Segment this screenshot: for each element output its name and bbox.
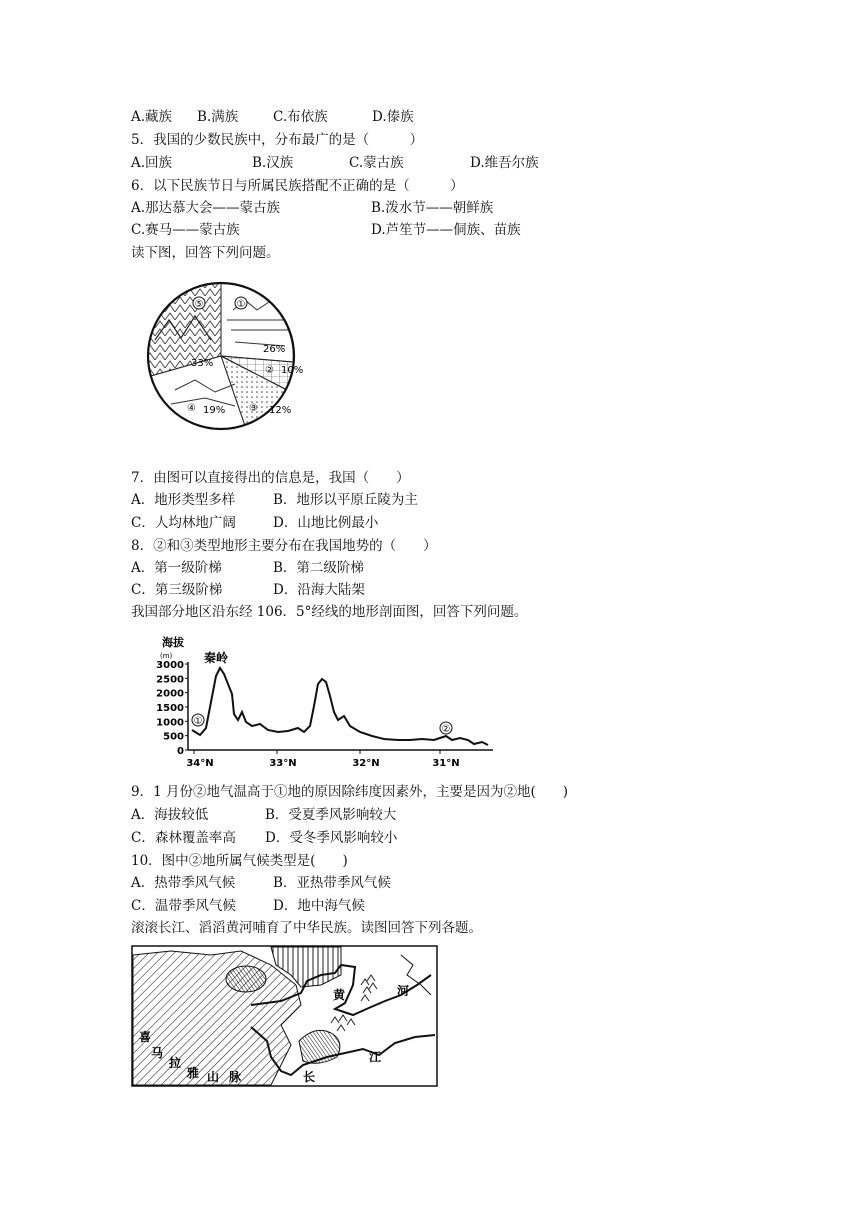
q7-stem: 7．由图可以直接得出的信息是，我国（ ） bbox=[131, 470, 410, 486]
intro-pie: 读下图，回答下列问题。 bbox=[131, 245, 280, 261]
q9-option-b[interactable]: B．受夏季风影响较大 bbox=[265, 807, 397, 823]
q10-stem: 10．图中②地所属气候类型是( ) bbox=[131, 853, 348, 869]
profile-xtick-label: 31°N bbox=[432, 758, 460, 769]
q8-option-a[interactable]: A．第一级阶梯 bbox=[131, 560, 222, 576]
q6-option-d[interactable]: D.芦笙节——侗族、苗族 bbox=[371, 222, 521, 238]
label-la: 拉 bbox=[169, 1056, 182, 1070]
profile-ylabel: 海拔 bbox=[162, 636, 184, 649]
label-mai: 脉 bbox=[229, 1070, 242, 1084]
terrain-pie-figure bbox=[135, 280, 310, 440]
q9-option-c[interactable]: C．森林覆盖率高 bbox=[131, 830, 236, 846]
segment-2-percent: 10% bbox=[281, 365, 304, 376]
label-shan: 山 bbox=[207, 1070, 220, 1084]
q10-option-d[interactable]: D．地中海气候 bbox=[273, 898, 365, 914]
segment-1-percent: 26% bbox=[263, 344, 286, 355]
q8-option-c[interactable]: C．第三级阶梯 bbox=[131, 582, 223, 598]
segment-5-percent: 33% bbox=[191, 358, 214, 369]
q5-option-a[interactable]: A.回族 bbox=[131, 155, 173, 171]
q7-option-c[interactable]: C．人均林地广阔 bbox=[131, 515, 236, 531]
q9-stem: 9．1 月份②地气温高于①地的原因除纬度因素外，主要是因为②地( ) bbox=[131, 784, 569, 800]
segment-5-marker: ⑤ bbox=[194, 299, 204, 310]
label-jiang: 江 bbox=[369, 1050, 382, 1064]
profile-point-1: ① bbox=[193, 716, 203, 727]
profile-ytick-label: 3000 bbox=[156, 660, 184, 671]
intro-map: 滚滚长江、滔滔黄河哺育了中华民族。读图回答下列各题。 bbox=[131, 920, 482, 936]
q5-option-b[interactable]: B.汉族 bbox=[252, 155, 294, 171]
profile-ytick-label: 0 bbox=[177, 746, 184, 757]
qaidam-basin bbox=[226, 966, 266, 992]
q6-stem: 6．以下民族节日与所属民族搭配不正确的是（ ） bbox=[131, 178, 464, 194]
profile-ytick-label: 1000 bbox=[156, 717, 184, 729]
profile-xtick-label: 33°N bbox=[269, 758, 297, 769]
label-xi: 喜 bbox=[139, 1030, 152, 1044]
q8-option-d[interactable]: D．沿海大陆架 bbox=[273, 582, 365, 598]
label-chang: 长 bbox=[303, 1070, 316, 1084]
segment-1-marker: ① bbox=[236, 299, 246, 310]
profile-xtick-label: 32°N bbox=[352, 758, 380, 769]
segment-2-marker: ② bbox=[265, 365, 274, 376]
label-huang: 黄 bbox=[333, 988, 346, 1002]
sichuan-basin bbox=[299, 1030, 340, 1063]
segment-3-marker: ③ bbox=[249, 403, 258, 414]
profile-ytick-label: 2500 bbox=[156, 674, 184, 686]
segment-4-marker: ④ bbox=[187, 403, 196, 414]
q8-option-b[interactable]: B．第二级阶梯 bbox=[273, 560, 364, 576]
q8-stem: 8．②和③类型地形主要分布在我国地势的（ ） bbox=[131, 538, 437, 554]
q9-option-d[interactable]: D．受冬季风影响较小 bbox=[265, 830, 398, 846]
q4-option-d[interactable]: D.傣族 bbox=[372, 109, 414, 125]
label-he: 河 bbox=[397, 984, 410, 998]
terrain-profile-chart bbox=[148, 632, 498, 774]
profile-ytick-label: 1500 bbox=[156, 703, 184, 714]
rivers-map bbox=[131, 945, 438, 1087]
intro-profile: 我国部分地区沿东经 106．5°经线的地形剖面图，回答下列问题。 bbox=[131, 604, 528, 620]
q10-option-a[interactable]: A．热带季风气候 bbox=[131, 875, 236, 891]
q7-option-d[interactable]: D．山地比例最小 bbox=[273, 515, 379, 531]
segment-4-percent: 19% bbox=[203, 405, 226, 416]
q5-stem: 5．我国的少数民族中，分布最广的是（ ） bbox=[131, 132, 424, 148]
profile-ytick-label: 500 bbox=[163, 731, 184, 743]
q4-option-b[interactable]: B.满族 bbox=[197, 109, 239, 125]
q5-option-d[interactable]: D.维吾尔族 bbox=[470, 155, 539, 171]
q9-option-a[interactable]: A．海拔较低 bbox=[131, 807, 209, 823]
profile-point-2: ② bbox=[441, 724, 451, 735]
profile-xtick-label: 34°N bbox=[186, 758, 214, 769]
profile-peak-label: 秦岭 bbox=[204, 651, 229, 665]
q4-option-a[interactable]: A.藏族 bbox=[131, 109, 173, 125]
profile-ytick-label: 2000 bbox=[156, 688, 184, 700]
segment-3-percent: 12% bbox=[269, 405, 292, 416]
q4-option-c[interactable]: C.布依族 bbox=[273, 109, 328, 125]
q5-option-c[interactable]: C.蒙古族 bbox=[349, 155, 404, 171]
q6-option-a[interactable]: A.那达慕大会——蒙古族 bbox=[131, 200, 281, 216]
q10-option-c[interactable]: C．温带季风气候 bbox=[131, 898, 236, 914]
label-ya: 雅 bbox=[187, 1066, 200, 1080]
q7-option-b[interactable]: B．地形以平原丘陵为主 bbox=[273, 492, 418, 508]
q10-option-b[interactable]: B．亚热带季风气候 bbox=[273, 875, 391, 891]
label-ma: 马 bbox=[151, 1046, 164, 1060]
profile-yunit: (m) bbox=[160, 652, 173, 660]
q6-option-b[interactable]: B.泼水节——朝鲜族 bbox=[371, 200, 494, 216]
q6-option-c[interactable]: C.赛马——蒙古族 bbox=[131, 222, 240, 238]
q7-option-a[interactable]: A．地形类型多样 bbox=[131, 492, 236, 508]
